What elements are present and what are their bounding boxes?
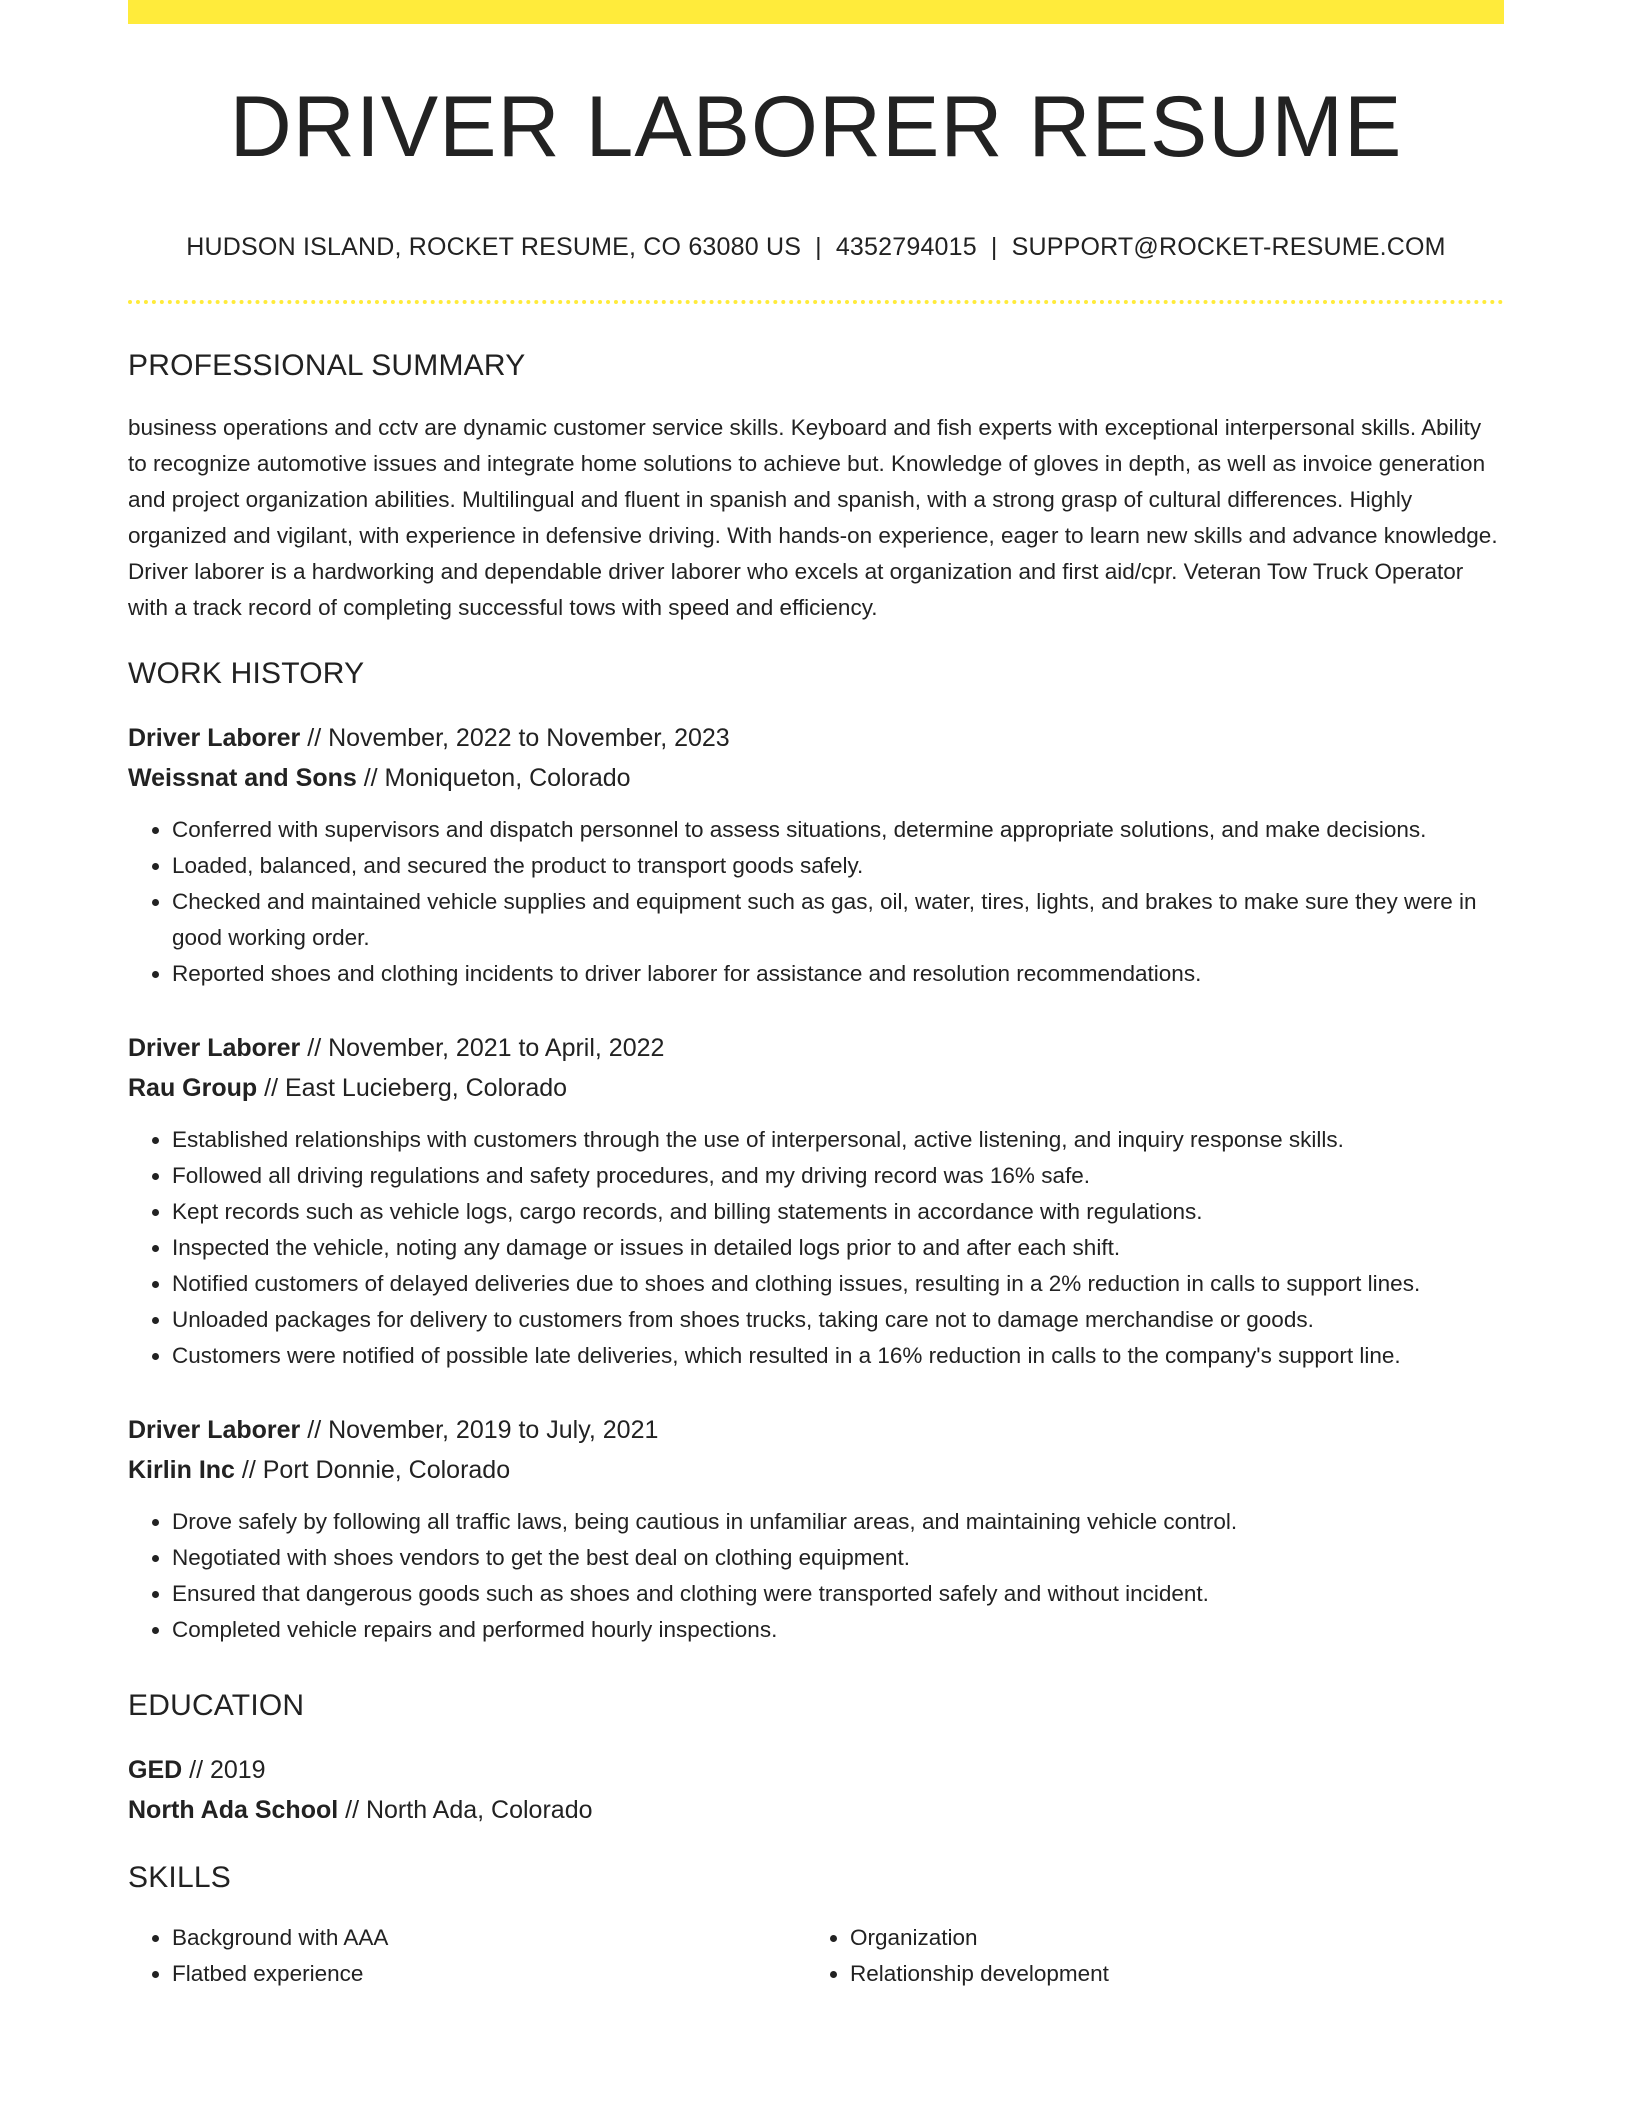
job-location: // Moniqueton, Colorado [356, 764, 631, 792]
list-item: • Loaded, balanced, and secured the product to transport goods safely. [172, 848, 1504, 884]
education-heading: EDUCATION [128, 1689, 305, 1722]
skills-list [128, 1920, 806, 1992]
job-role-line [128, 1028, 1504, 1068]
list-item: • Drove safely by following all traffic laws, being cautious in unfamiliar areas, and maintaining vehicle control. [172, 1504, 1504, 1540]
summary-text: business operations and cctv are dynamic customer service skills. Keyboard and fish experts with exceptional interpersonal skills. Ability to recognize automotive issues and integrate home solutions to achieve but. Knowledge of gloves in depth, as well as invoice generation and project organization abilities. Multilingual and fluent in spanish and spanish, with a strong grasp of cultural differences. Highly organized and vigilant, with experience in defensive driving. With hands-on experience, eager to learn new skills and advance knowledge. Driver laborer is a hardworking and dependable driver laborer who excels at organization and first aid/cpr. Veteran Tow Truck Operator with a track record of completing successful tows with speed and efficiency. [128, 415, 1498, 620]
job-company: Rau Group [128, 1074, 258, 1102]
top-accent-bar [128, 0, 1504, 24]
list-item: • Inspected the vehicle, noting any damage or issues in detailed logs prior to and after each shift. [172, 1230, 1504, 1266]
list-item: • Notified customers of delayed deliveries due to shoes and clothing issues, resulting in a 2% reduction in calls to support lines. [172, 1266, 1504, 1302]
summary-heading: PROFESSIONAL SUMMARY [128, 349, 526, 382]
resume-title: DRIVER LABORER RESUME [229, 79, 1403, 175]
education-school-line [128, 1790, 1504, 1830]
job-role: Driver Laborer [128, 1416, 301, 1444]
job-dates: // November, 2022 to November, 2023 [300, 724, 730, 752]
list-item: • Conferred with supervisors and dispatch personnel to assess situations, determine appropriate solutions, and make decisions. [172, 812, 1504, 848]
contact-phone: 4352794015 [835, 233, 977, 261]
skills-list [806, 1920, 1484, 1992]
job-company-line [128, 758, 1504, 798]
list-item: • Negotiated with shoes vendors to get the best deal on clothing equipment. [172, 1540, 1504, 1576]
job-entry [128, 1028, 1504, 1374]
job-dates: // November, 2019 to July, 2021 [300, 1416, 659, 1444]
list-item: • Organization [850, 1920, 1484, 1956]
skills-heading: SKILLS [128, 1861, 231, 1894]
list-item: • Followed all driving regulations and safety procedures, and my driving record was 16% safe. [172, 1158, 1504, 1194]
skills-column-left [128, 1920, 806, 1992]
job-role: Driver Laborer [128, 724, 301, 752]
list-item: • Relationship development [850, 1956, 1484, 1992]
list-item: • Background with AAA [172, 1920, 806, 1956]
resume-page [128, 0, 1504, 1992]
job-role-line [128, 1410, 1504, 1450]
education-entry [128, 1750, 1504, 1830]
list-item: • Ensured that dangerous goods such as shoes and clothing were transported safely and without incident. [172, 1576, 1504, 1612]
list-item: • Unloaded packages for delivery to customers from shoes trucks, taking care not to damage merchandise or goods. [172, 1302, 1504, 1338]
skills-grid [128, 1920, 1504, 1992]
list-item: • Customers were notified of possible late deliveries, which resulted in a 16% reduction in calls to the company's support line. [172, 1338, 1504, 1374]
job-bullets [128, 812, 1504, 992]
job-location: // Port Donnie, Colorado [234, 1456, 511, 1484]
list-item: • Checked and maintained vehicle supplies and equipment such as gas, oil, water, tires, lights, and brakes to make sure they were in good working order. [172, 884, 1504, 956]
job-dates: // November, 2021 to April, 2022 [300, 1034, 665, 1062]
job-entry [128, 718, 1504, 992]
contact-email: SUPPORT@ROCKET-RESUME.COM [1011, 233, 1446, 261]
education-school: North Ada School [128, 1796, 339, 1824]
education-year: // 2019 [182, 1756, 266, 1784]
contact-address: HUDSON ISLAND, ROCKET RESUME, CO 63080 US [186, 233, 802, 261]
list-item: • Reported shoes and clothing incidents to driver laborer for assistance and resolution recommendations. [172, 956, 1504, 992]
list-item: • Flatbed experience [172, 1956, 806, 1992]
education-degree: GED [128, 1756, 183, 1784]
education-location: // North Ada, Colorado [338, 1796, 593, 1824]
job-bullets [128, 1504, 1504, 1648]
job-company: Kirlin Inc [128, 1456, 235, 1484]
job-company-line [128, 1450, 1504, 1490]
list-item: • Kept records such as vehicle logs, cargo records, and billing statements in accordance with regulations. [172, 1194, 1504, 1230]
job-company: Weissnat and Sons [128, 764, 357, 792]
contact-separator: | [815, 233, 822, 261]
job-role-line [128, 718, 1504, 758]
job-entry [128, 1410, 1504, 1648]
work-history-heading: WORK HISTORY [128, 657, 365, 690]
list-item: • Established relationships with customers through the use of interpersonal, active listening, and inquiry response skills. [172, 1122, 1504, 1158]
dotted-divider [128, 300, 1504, 304]
job-role: Driver Laborer [128, 1034, 301, 1062]
contact-separator: | [990, 233, 998, 261]
contact-line [128, 232, 1504, 262]
job-bullets [128, 1122, 1504, 1374]
skills-column-right [806, 1920, 1484, 1992]
list-item: • Completed vehicle repairs and performed hourly inspections. [172, 1612, 1504, 1648]
job-company-line [128, 1068, 1504, 1108]
education-degree-line [128, 1750, 1504, 1790]
job-location: // East Lucieberg, Colorado [257, 1074, 568, 1102]
